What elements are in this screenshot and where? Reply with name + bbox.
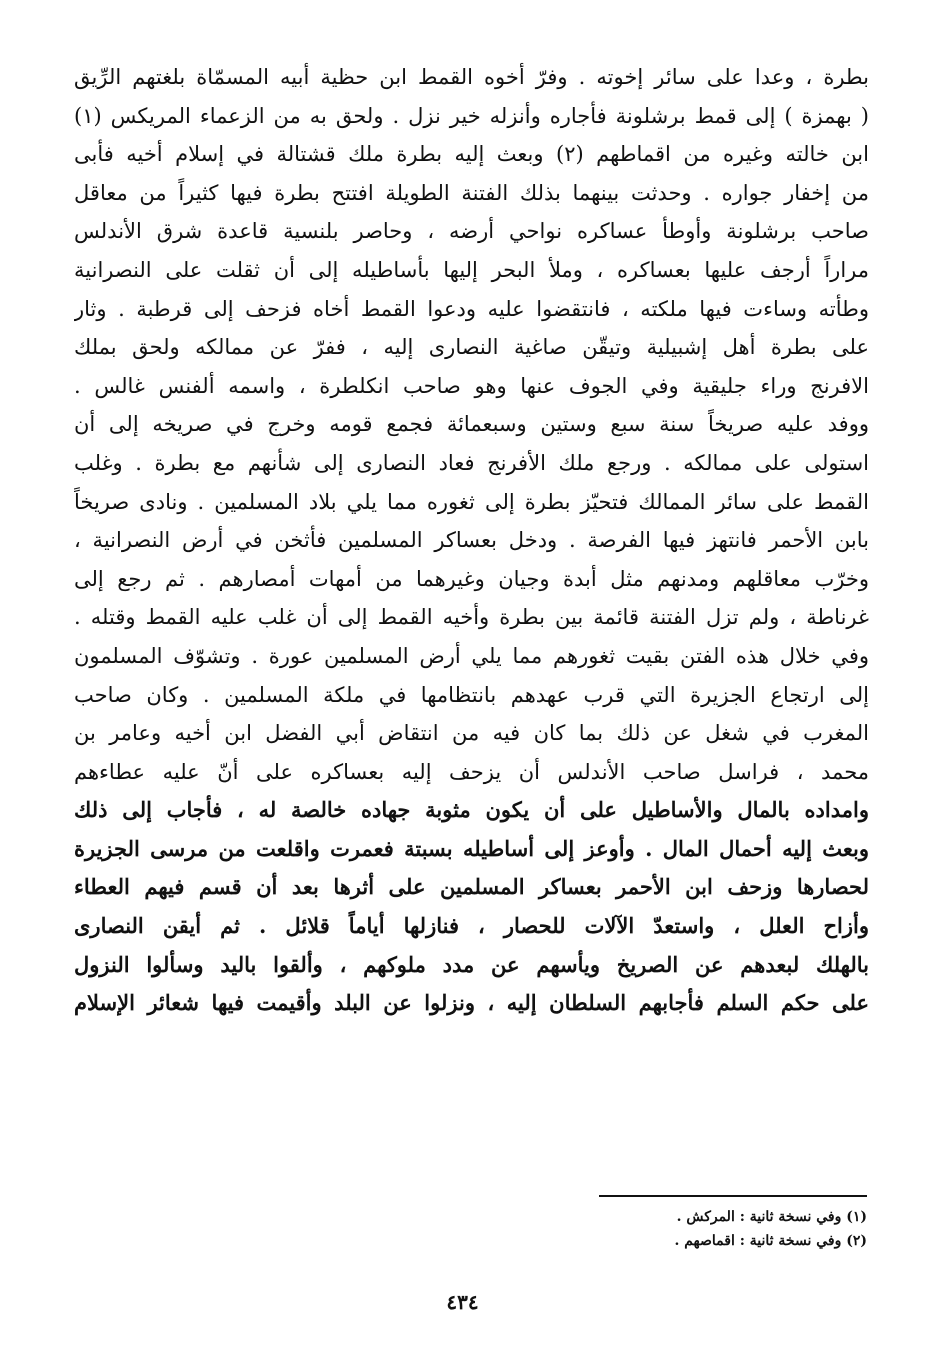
text-line: على حكم السلم فأجابهم السلطان إليه ، ونزلوا عن البلد وأقيمت فيها شعائر الإسلام [74,990,869,1016]
footnotes [467,1205,867,1253]
text-line: على بطرة أهل إشبيلية وتيقّن صاغية النصارى إليه ، ففرّ عن ممالكه ولحق بملك [74,335,869,360]
text-line: ابن خالته وغيره من اقماطهم (٢) وبعث إليه بطرة ملك قشتالة في إسلام أخيه فأبى [74,142,869,167]
text-line: بابن الأحمر فانتهز فيها الفرصة . ودخل بعساكر المسلمين فأثخن في أرض النصرانية ، [74,528,869,553]
footnote-2: (٢) وفي نسخة ثانية : اقماصهم . [674,1233,867,1249]
text-line: صاحب برشلونة وأوطأ عساكره نواحي أرضه ، وحاصر بلنسية قاعدة شرق الأندلس [74,219,869,244]
footnote-divider [599,1195,867,1197]
text-line: من إخفار جواره . وحدثت بينهما بذلك الفتنة الطويلة افتتح بطرة فيها كثيراً من معاقل [74,180,869,205]
text-line: لحصارها وزحف ابن الأحمر بعساكر المسلمين على أثرها بعد أن قسم فيهم العطاء [74,874,869,900]
text-line: وأزاح العلل ، واستعدّ الآلات للحصار ، فنازلها أياماً قلائل . ثم أيقن النصارى [74,913,869,939]
text-line: وفي خلال هذه الفتن بقيت ثغورهم مما يلي أرض المسلمين عورة . وتشوّف المسلمون [74,643,869,668]
text-line: مراراً أرجف عليها بعساكره ، وملأ البحر إليها بأساطيله إلى أن ثقلت على النصرانية [74,257,869,282]
text-line: محمد ، فراسل صاحب الأندلس أن يزحف إليه بعساكره على أنّ عليه عطاءهم [74,759,869,784]
text-line: بطرة ، وعدا على سائر إخوته . وفرّ أخوه القمط ابن حظية أبيه المسمّاة بلغتهم الرِّيق [74,65,869,89]
text-line: غرناطة ، ولم تزل الفتنة قائمة بين بطرة وأخيه القمط إلى أن غلب عليه القمط وقتله . [74,605,869,630]
footnote-1: (١) وفي نسخة ثانية : المركش . [676,1209,867,1225]
text-line: ووفد عليه صريخاً سنة سبع وستين وسبعمائة فجمع قومه وخرج في صريخه إلى أن [74,412,869,437]
text-line: وبعث إليه أحمال المال . وأوعز إلى أساطيله بسبتة فعمرت واقلعت من مرسى الجزيرة [74,835,869,861]
text-line: ( بهمزة ) إلى قمط برشلونة فأجاره وأنزله خير نزل . ولحق به من الزعماء المريكس (١) [74,103,869,128]
text-line: الافرنج وراء جليقية وفي الجوف عنها وهو صاحب انكلطرة ، واسمه ألفنس غالس . [74,373,869,398]
text-line: وخرّب معاقلهم ومدنهم مثل أبدة وجيان وغيرهما من أمهات أمصارهم . ثم رجع إلى [74,566,869,591]
text-line: المغرب في شغل عن ذلك بما كان فيه من انتقاض أبي الفضل ابن أخيه وعامر بن [74,721,869,746]
page-number: ٤٣٤ [446,1290,479,1314]
main-text [74,58,869,1023]
text-line: إلى ارتجاع الجزيرة التي قرب عهدهم بانتظامها في ملكة المسلمين . وكان صاحب [74,682,869,707]
text-line: القمط على سائر الممالك فتحيّز بطرة إلى ثغوره مما يلي بلاد المسلمين . ونادى صريخاً [74,489,869,514]
text-line: وطأته وساءت فيها ملكته ، فانتقضوا عليه ودعوا القمط أخاه فزحف إلى قرطبة . وثار [74,296,869,321]
text-line: استولى على ممالكه . ورجع ملك الأفرنج فعاد النصارى إلى شأنهم مع بطرة . وغلب [74,450,869,475]
text-line: وامداده بالمال والأساطيل على أن يكون مثوبة جهاده خالصة له ، فأجاب إلى ذلك [74,797,869,823]
text-line: بالهلك لبعدهم عن الصريخ ويأسهم عن مدد ملوكهم ، وألقوا باليد وسألوا النزول [74,951,869,977]
